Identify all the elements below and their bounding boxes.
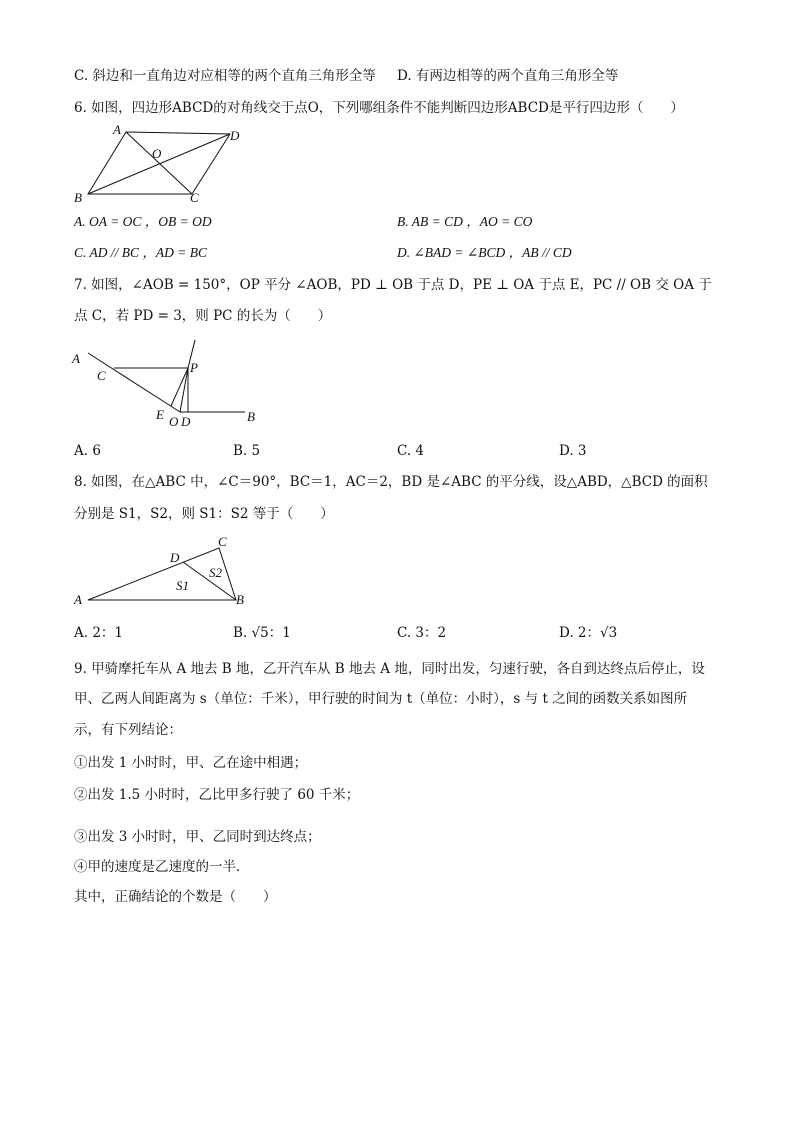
q8-stem-line2: 分别是 S1，S2，则 S1：S2 等于（ ）: [74, 506, 334, 522]
q8-label-s2: S2: [209, 565, 222, 580]
q7-label-p: P: [190, 360, 198, 375]
q9-conclusion-2: ②出发 1.5 小时时，乙比甲多行驶了 60 千米；: [74, 787, 360, 803]
q7-option-d: D. 3: [559, 443, 587, 459]
q8-label-s1: S1: [176, 578, 189, 593]
q6-label-d: D: [230, 128, 240, 143]
q9-conclusion-3: ③出发 3 小时时，甲、乙同时到达终点；: [74, 829, 321, 845]
q6-option-b: B. AB = CD ，AO = CO: [397, 214, 533, 229]
q6-label-c: C: [190, 190, 199, 205]
q9-stem-line1: 9. 甲骑摩托车从 A 地去 B 地，乙开汽车从 B 地去 A 地，同时出发，匀速行驶，各自到达终点后停止，设: [74, 661, 705, 677]
q7-stem-line2: 点 C，若 PD = 3，则 PC 的长为（ ）: [74, 308, 332, 324]
q7-label-c: C: [97, 368, 106, 383]
q6-label-b: B: [74, 190, 82, 205]
q8-triangle-figure: [70, 532, 260, 612]
q9-question: 其中，正确结论的个数是（ ）: [74, 889, 277, 905]
q6-option-d: D. ∠BAD = ∠BCD ，AB // CD: [397, 245, 572, 260]
q5-option-c: C. 斜边和一直角边对应相等的两个直角三角形全等: [74, 68, 376, 84]
q9-stem-line3: 示，有下列结论：: [74, 722, 182, 738]
q7-option-c: C. 4: [397, 443, 425, 459]
q7-stem-line1: 7. 如图，∠AOB = 150°，OP 平分 ∠AOB，PD ⊥ OB 于点 D，PE ⊥ OA 于点 E，PC // OB 交 OA 于: [74, 277, 712, 293]
q8-option-a: A. 2：1: [74, 625, 124, 641]
q6-option-c: C. AD // BC ，AD = BC: [74, 245, 207, 260]
q8-stem-line1: 8. 如图，在△ABC 中，∠C＝90°，BC＝1，AC＝2，BD 是∠ABC 的平分线，设△ABD，△BCD 的面积: [74, 474, 708, 490]
q9-conclusion-4: ④甲的速度是乙速度的一半．: [74, 859, 250, 875]
q7-angle-figure: [70, 335, 270, 430]
q9-stem-line2: 甲、乙两人间距离为 s（单位：千米），甲行驶的时间为 t（单位：小时），s 与 t 之间的函数关系如图所: [74, 691, 688, 707]
q8-option-c: C. 3：2: [397, 625, 447, 641]
q8-label-b: B: [236, 592, 244, 607]
q7-option-a: A. 6: [74, 443, 101, 459]
q8-option-b: B. √5：1: [233, 625, 291, 641]
q6-label-o: O: [152, 146, 162, 161]
q7-label-o: O: [169, 414, 179, 429]
q8-label-a: A: [74, 592, 82, 607]
q7-label-d: D: [181, 414, 191, 429]
q6-parallelogram-figure: [70, 122, 250, 207]
q8-label-d: D: [170, 550, 180, 565]
q9-conclusion-1: ①出发 1 小时时，甲、乙在途中相遇；: [74, 755, 308, 771]
q6-stem: 6. 如图，四边形ABCD的对角线交于点O，下列哪组条件不能判断四边形ABCD是平行四边形（ ）: [74, 100, 684, 116]
q7-label-b: B: [247, 409, 255, 424]
q8-option-d: D. 2：√3: [559, 625, 618, 641]
q6-option-a: A. OA = OC ，OB = OD: [74, 214, 212, 229]
q7-option-b: B. 5: [233, 443, 261, 459]
q7-label-a: A: [72, 351, 80, 366]
q7-label-e: E: [156, 407, 164, 422]
q8-label-c: C: [218, 534, 227, 549]
q5-option-d: D. 有两边相等的两个直角三角形全等: [397, 68, 619, 84]
q6-label-a: A: [113, 122, 121, 137]
